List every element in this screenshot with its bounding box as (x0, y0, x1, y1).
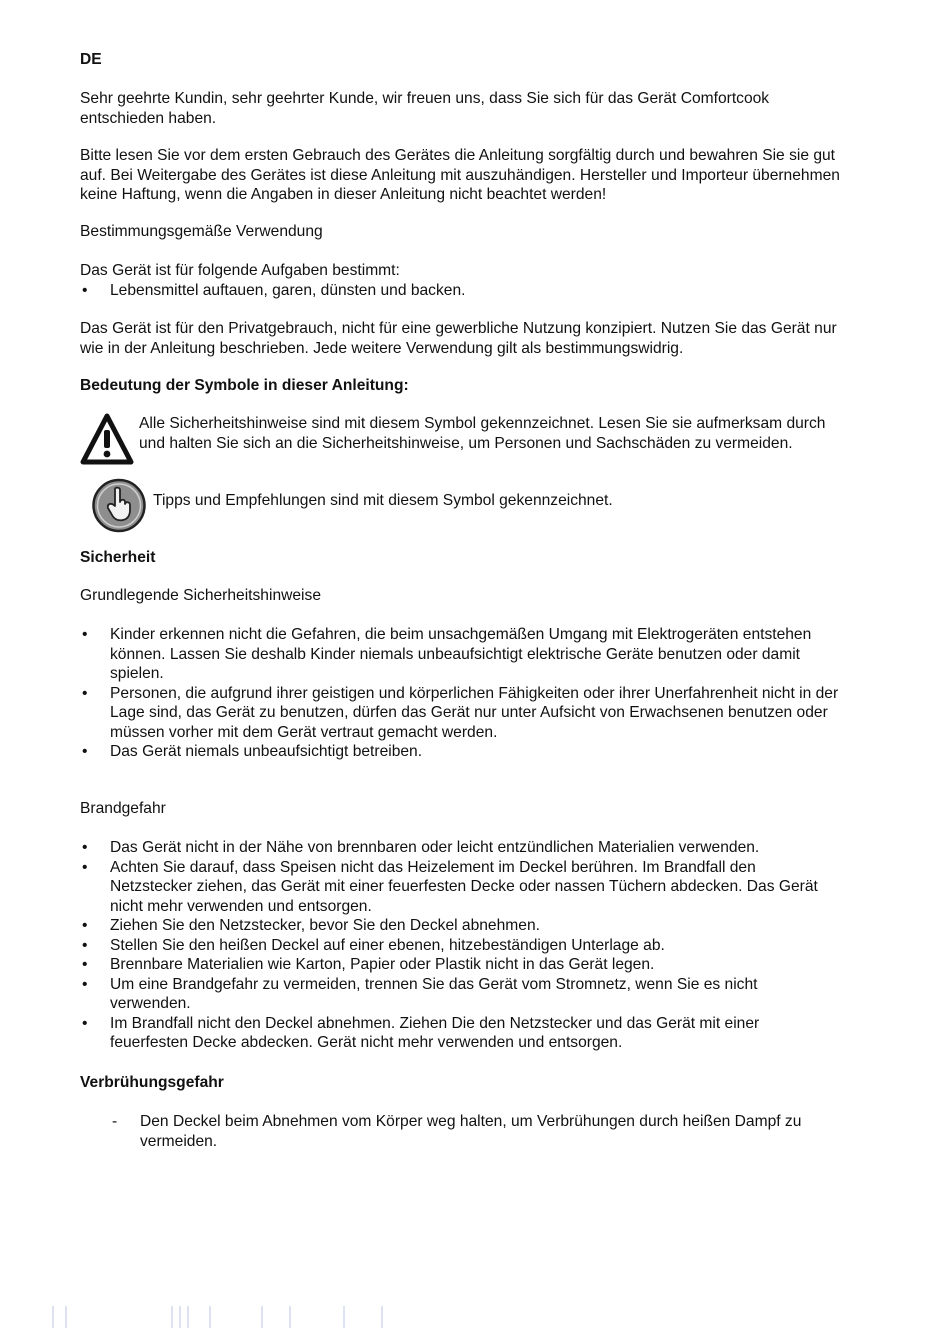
fire-list (80, 838, 840, 1053)
list-item: • Stellen Sie den heißen Deckel auf einer ebenen, hitzebeständigen Unterlage ab. (80, 936, 840, 956)
footer-scan-marks (50, 1306, 410, 1328)
intro-greeting: Sehr geehrte Kundin, sehr geehrter Kunde, wir freuen uns, dass Sie sich für das Gerät Comfortcook entschieden haben. (80, 90, 770, 127)
list-item: • Um eine Brandgefahr zu vermeiden, trennen Sie das Gerät vom Stromnetz, wenn Sie es nicht verwenden. (80, 975, 840, 1014)
tip-symbol-text: Tipps und Empfehlungen sind mit diesem Symbol gekennzeichnet. (153, 492, 613, 509)
list-item: • Kinder erkennen nicht die Gefahren, die beim unsachgemäßen Umgang mit Elektrogeräten entstehen können. Lassen Sie deshalb Kinder niemals unbeaufsichtigt elektrische Geräte benutzen oder damit spielen. (80, 625, 840, 684)
list-item: • Im Brandfall nicht den Deckel abnehmen. Ziehen Die den Netzstecker und das Gerät mit einer feuerfesten Decke abdecken. Gerät nicht mehr verwenden und entsorgen. (80, 1014, 840, 1053)
list-item: • Das Gerät nicht in der Nähe von brennbaren oder leicht entzündlichen Materialien verwenden. (80, 838, 840, 858)
language-code: DE (80, 51, 102, 68)
scald-heading: Verbrühungsgefahr (80, 1074, 224, 1091)
usage-heading: Bestimmungsgemäße Verwendung (80, 223, 323, 240)
safety-list (80, 625, 840, 762)
usage-list (80, 281, 840, 301)
pointing-hand-icon (90, 478, 148, 533)
usage-text: Das Gerät ist für den Privatgebrauch, nicht für eine gewerbliche Nutzung konzipiert. Nutzen Sie das Gerät nur wie in der Anleitung beschrieben. Jede weitere Verwendung gilt als bestimmungswidrig. (80, 320, 837, 357)
list-item: • Das Gerät niemals unbeaufsichtigt betreiben. (80, 742, 840, 762)
safety-subheading: Grundlegende Sicherheitshinweise (80, 587, 321, 604)
list-item: • Ziehen Sie den Netzstecker, bevor Sie den Deckel abnehmen. (80, 916, 840, 936)
list-item: • Lebensmittel auftauen, garen, dünsten und backen. (80, 281, 840, 301)
symbols-heading: Bedeutung der Symbole in dieser Anleitung: (80, 377, 409, 394)
list-item: - Den Deckel beim Abnehmen vom Körper weg halten, um Verbrühungen durch heißen Dampf zu vermeiden. (80, 1112, 840, 1151)
usage-lead: Das Gerät ist für folgende Aufgaben bestimmt: (80, 262, 400, 279)
list-item: • Brennbare Materialien wie Karton, Papier oder Plastik nicht in das Gerät legen. (80, 955, 840, 975)
intro-instructions: Bitte lesen Sie vor dem ersten Gebrauch des Gerätes die Anleitung sorgfältig durch und bewahren Sie sie gut auf. Bei Weitergabe des Gerätes ist diese Anleitung mit auszuhändigen. Hersteller und Importeur übernehmen keine Haftung, wenn die Angaben in dieser Anleitung nicht beachtet werden! (80, 147, 840, 203)
list-item: • Achten Sie darauf, dass Speisen nicht das Heizelement im Deckel berühren. Im Brandfall den Netzstecker ziehen, das Gerät mit einer feuerfesten Decke oder nassen Tüchern abdecken. Das Gerät nicht mehr verwenden und entsorgen. (80, 858, 840, 917)
fire-heading: Brandgefahr (80, 800, 166, 817)
warning-triangle-icon (80, 413, 134, 465)
list-item: • Personen, die aufgrund ihrer geistigen und körperlichen Fähigkeiten oder ihrer Unerfahrenheit nicht in der Lage sind, das Gerät zu benutzen, dürfen das Gerät nur unter Aufsicht von Erwachsenen benutzen oder müssen vorher mit dem Gerät vertraut gemacht werden. (80, 684, 840, 743)
safety-heading: Sicherheit (80, 549, 156, 566)
warning-symbol-text: Alle Sicherheitshinweise sind mit diesem Symbol gekennzeichnet. Lesen Sie sie aufmerksam durch und halten Sie sich an die Sicherheitshinweise, um Personen und Sachschäden zu vermeiden. (139, 415, 826, 452)
scald-list (80, 1112, 840, 1151)
